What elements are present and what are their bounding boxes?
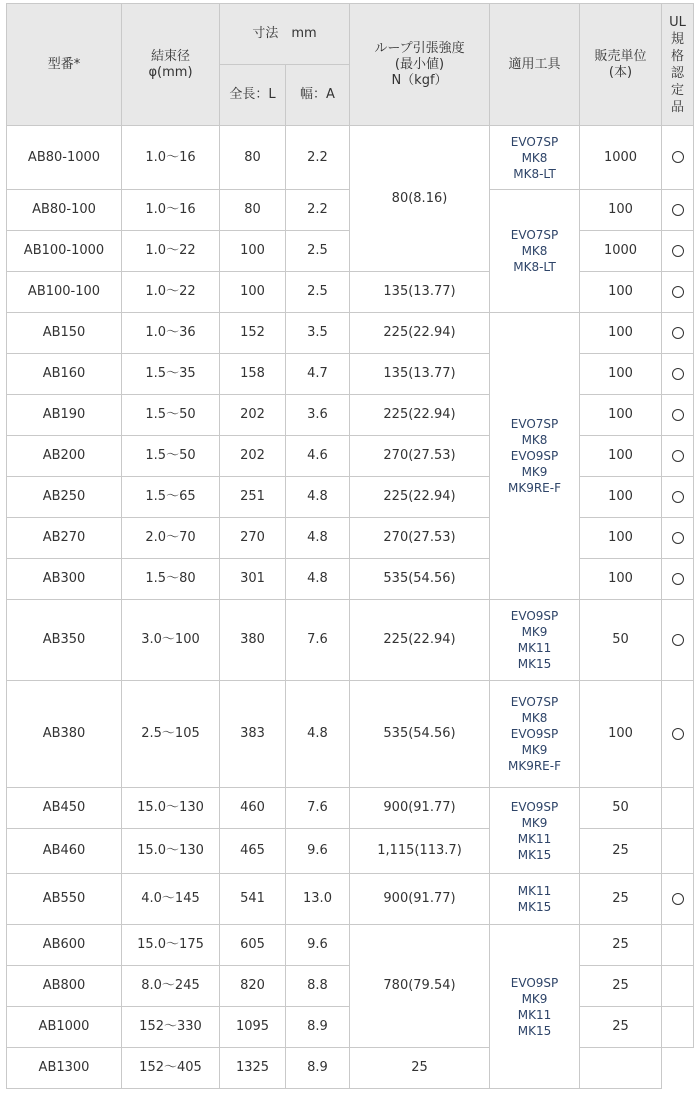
length-cell: 270 <box>220 518 286 559</box>
length-cell: 383 <box>220 681 286 788</box>
table-row <box>7 477 694 518</box>
tool-name: EVO7SP <box>510 134 559 149</box>
bundle-diameter-cell: 15.0～130 <box>122 829 220 874</box>
sales-unit-cell: 1000 <box>580 231 662 272</box>
model-cell: AB1000 <box>7 1007 122 1048</box>
loop-strength-cell: 780(79.54) <box>350 925 490 1048</box>
table-row <box>7 874 694 925</box>
ul-certified-mark-icon <box>672 491 684 503</box>
ul-certified-cell <box>662 313 694 354</box>
bundle-diameter-cell: 15.0～175 <box>122 925 220 966</box>
model-cell: AB300 <box>7 559 122 600</box>
ul-certified-mark-icon <box>672 450 684 462</box>
sales-unit-cell: 25 <box>580 966 662 1007</box>
length-cell: 202 <box>220 395 286 436</box>
loop-strength-cell: 80(8.16) <box>350 126 490 272</box>
ul-certified-mark-icon <box>672 151 684 163</box>
tool-name: EVO9SP <box>510 449 559 463</box>
sales-unit-cell: 100 <box>580 436 662 477</box>
sales-unit-cell: 100 <box>580 272 662 313</box>
ul-certified-cell <box>662 477 694 518</box>
tool-name: MK9 <box>521 815 548 830</box>
tool-name: MK11 <box>517 884 552 898</box>
ul-certified-cell <box>662 829 694 874</box>
bundle-diameter-cell: 1.5～50 <box>122 395 220 436</box>
model-cell: AB150 <box>7 313 122 354</box>
model-cell: AB800 <box>7 966 122 1007</box>
bundle-diameter-cell: 1.5～80 <box>122 559 220 600</box>
tool-name: EVO9SP <box>510 975 559 990</box>
bundle-diameter-cell: 152～405 <box>122 1048 220 1089</box>
tool-name: MK9 <box>521 465 548 479</box>
ul-certified-cell <box>662 395 694 436</box>
tool-name: MK15 <box>517 657 552 671</box>
width-cell: 7.6 <box>286 600 350 681</box>
tool-name: EVO9SP <box>510 609 559 623</box>
ul-certified-cell <box>662 190 694 231</box>
header-bundle-diameter: 結束径 φ(mm) <box>122 4 220 126</box>
width-cell: 7.6 <box>286 788 350 829</box>
model-cell: AB350 <box>7 600 122 681</box>
product-spec-table <box>6 3 694 1089</box>
length-cell: 465 <box>220 829 286 874</box>
width-cell: 4.8 <box>286 559 350 600</box>
header-ul-certified: UL 規 格 認 定 品 <box>662 4 694 126</box>
length-cell: 251 <box>220 477 286 518</box>
tool-name: MK8 <box>521 711 548 725</box>
table-row <box>7 925 694 966</box>
loop-strength-cell: 135(13.77) <box>350 272 490 313</box>
tool-name: MK8 <box>521 150 548 165</box>
ul-certified-mark-icon <box>672 245 684 257</box>
table-row <box>7 354 694 395</box>
length-cell: 80 <box>220 126 286 190</box>
width-cell: 9.6 <box>286 925 350 966</box>
length-cell: 100 <box>220 272 286 313</box>
tool-name: MK9RE-F <box>507 759 561 773</box>
ul-certified-cell <box>662 126 694 190</box>
ul-certified-cell <box>580 1048 662 1089</box>
loop-strength-cell: 225(22.94) <box>350 395 490 436</box>
model-cell: AB450 <box>7 788 122 829</box>
header-sales-unit: 販売単位 (本) <box>580 4 662 126</box>
header-model: 型番* <box>7 4 122 126</box>
header-dimensions: 寸法 mm <box>220 4 350 65</box>
tool-name: EVO9SP <box>510 799 559 814</box>
loop-strength-cell: 900(91.77) <box>350 874 490 925</box>
model-cell: AB80-1000 <box>7 126 122 190</box>
sales-unit-cell: 50 <box>580 788 662 829</box>
sales-unit-cell: 100 <box>580 681 662 788</box>
ul-certified-mark-icon <box>672 893 684 905</box>
length-cell: 460 <box>220 788 286 829</box>
loop-strength-cell: 900(91.77) <box>350 788 490 829</box>
width-cell: 2.5 <box>286 231 350 272</box>
tool-name: MK11 <box>517 1007 552 1022</box>
sales-unit-cell: 1000 <box>580 126 662 190</box>
header-tool: 適用工具 <box>490 4 580 126</box>
loop-strength-cell: 225(22.94) <box>350 477 490 518</box>
tool-cell <box>490 788 580 874</box>
ul-certified-cell <box>662 788 694 829</box>
table-row <box>7 600 694 681</box>
bundle-diameter-cell: 1.5～50 <box>122 436 220 477</box>
model-cell: AB380 <box>7 681 122 788</box>
tool-cell <box>490 874 580 925</box>
length-cell: 152 <box>220 313 286 354</box>
tool-name: MK9 <box>521 991 548 1006</box>
width-cell: 2.2 <box>286 190 350 231</box>
ul-certified-mark-icon <box>672 204 684 216</box>
header-width: 幅：A <box>286 65 350 126</box>
model-cell: AB550 <box>7 874 122 925</box>
length-cell: 301 <box>220 559 286 600</box>
width-cell: 2.2 <box>286 126 350 190</box>
sales-unit-cell: 100 <box>580 559 662 600</box>
length-cell: 100 <box>220 231 286 272</box>
tool-name: MK8-LT <box>513 166 556 181</box>
model-cell: AB200 <box>7 436 122 477</box>
tool-cell <box>490 600 580 681</box>
sales-unit-cell: 25 <box>580 925 662 966</box>
loop-strength-cell: 225(22.94) <box>350 600 490 681</box>
model-cell: AB100-100 <box>7 272 122 313</box>
tool-name: MK9 <box>521 625 548 639</box>
tool-name: MK8 <box>521 433 548 447</box>
table-body <box>7 126 694 1089</box>
width-cell: 8.9 <box>286 1048 350 1089</box>
ul-certified-mark-icon <box>672 532 684 544</box>
width-cell: 4.8 <box>286 518 350 559</box>
ul-certified-mark-icon <box>672 327 684 339</box>
table-row <box>7 313 694 354</box>
tool-cell <box>490 190 580 313</box>
ul-certified-cell <box>662 436 694 477</box>
bundle-diameter-cell: 1.0～16 <box>122 126 220 190</box>
table-row <box>7 788 694 829</box>
sales-unit-cell: 25 <box>580 1007 662 1048</box>
length-cell: 380 <box>220 600 286 681</box>
ul-certified-cell <box>662 272 694 313</box>
model-cell: AB1300 <box>7 1048 122 1089</box>
bundle-diameter-cell: 1.0～22 <box>122 272 220 313</box>
tool-name: MK11 <box>517 641 552 655</box>
sales-unit-cell: 100 <box>580 518 662 559</box>
table-row <box>7 436 694 477</box>
header-loop-strength: ループ引張強度 (最小値) N（kgf） <box>350 4 490 126</box>
ul-certified-cell <box>662 231 694 272</box>
tool-name: EVO7SP <box>510 695 559 709</box>
tool-name: MK9 <box>521 743 548 757</box>
model-cell: AB160 <box>7 354 122 395</box>
sales-unit-cell: 25 <box>350 1048 490 1089</box>
sales-unit-cell: 25 <box>580 829 662 874</box>
model-cell: AB250 <box>7 477 122 518</box>
sales-unit-cell: 25 <box>580 874 662 925</box>
tool-cell <box>490 925 580 1089</box>
bundle-diameter-cell: 8.0～245 <box>122 966 220 1007</box>
loop-strength-cell: 225(22.94) <box>350 313 490 354</box>
width-cell: 3.5 <box>286 313 350 354</box>
tool-cell <box>490 126 580 190</box>
model-cell: AB460 <box>7 829 122 874</box>
ul-certified-cell <box>662 559 694 600</box>
ul-certified-cell <box>662 874 694 925</box>
length-cell: 1325 <box>220 1048 286 1089</box>
ul-certified-cell <box>662 1007 694 1048</box>
width-cell: 4.6 <box>286 436 350 477</box>
tool-cell <box>490 313 580 600</box>
tool-name: MK15 <box>517 847 552 862</box>
sales-unit-cell: 100 <box>580 354 662 395</box>
model-cell: AB600 <box>7 925 122 966</box>
table-row <box>7 395 694 436</box>
width-cell: 2.5 <box>286 272 350 313</box>
ul-certified-cell <box>662 518 694 559</box>
table-row <box>7 559 694 600</box>
table-row <box>7 518 694 559</box>
table-row <box>7 681 694 788</box>
width-cell: 3.6 <box>286 395 350 436</box>
loop-strength-cell: 1,115(113.7) <box>350 829 490 874</box>
header-length: 全長：L <box>220 65 286 126</box>
width-cell: 8.9 <box>286 1007 350 1048</box>
bundle-diameter-cell: 2.0～70 <box>122 518 220 559</box>
bundle-diameter-cell: 3.0～100 <box>122 600 220 681</box>
ul-certified-cell <box>662 925 694 966</box>
tool-cell <box>490 681 580 788</box>
loop-strength-cell: 535(54.56) <box>350 681 490 788</box>
ul-certified-mark-icon <box>672 409 684 421</box>
ul-certified-cell <box>662 600 694 681</box>
ul-certified-cell <box>662 681 694 788</box>
tool-name: EVO7SP <box>510 417 559 431</box>
tool-name: MK11 <box>517 831 552 846</box>
sales-unit-cell: 50 <box>580 600 662 681</box>
bundle-diameter-cell: 1.0～16 <box>122 190 220 231</box>
loop-strength-cell: 135(13.77) <box>350 354 490 395</box>
bundle-diameter-cell: 152～330 <box>122 1007 220 1048</box>
ul-certified-cell <box>662 354 694 395</box>
length-cell: 1095 <box>220 1007 286 1048</box>
sales-unit-cell: 100 <box>580 190 662 231</box>
tool-name: MK15 <box>517 900 552 914</box>
width-cell: 4.7 <box>286 354 350 395</box>
tool-name: MK9RE-F <box>507 481 561 495</box>
length-cell: 202 <box>220 436 286 477</box>
table-row <box>7 1048 694 1089</box>
ul-certified-mark-icon <box>672 728 684 740</box>
ul-certified-mark-icon <box>672 368 684 380</box>
tool-name: MK8 <box>521 244 548 258</box>
width-cell: 8.8 <box>286 966 350 1007</box>
ul-certified-mark-icon <box>672 286 684 298</box>
width-cell: 9.6 <box>286 829 350 874</box>
table-row <box>7 272 694 313</box>
loop-strength-cell: 535(54.56) <box>350 559 490 600</box>
loop-strength-cell: 270(27.53) <box>350 436 490 477</box>
model-cell: AB100-1000 <box>7 231 122 272</box>
sales-unit-cell: 100 <box>580 395 662 436</box>
model-cell: AB80-100 <box>7 190 122 231</box>
ul-certified-mark-icon <box>672 573 684 585</box>
tool-name: MK15 <box>517 1023 552 1038</box>
bundle-diameter-cell: 1.5～65 <box>122 477 220 518</box>
bundle-diameter-cell: 15.0～130 <box>122 788 220 829</box>
tool-name: EVO9SP <box>510 727 559 741</box>
bundle-diameter-cell: 1.0～36 <box>122 313 220 354</box>
ul-certified-mark-icon <box>672 634 684 646</box>
bundle-diameter-cell: 1.5～35 <box>122 354 220 395</box>
length-cell: 820 <box>220 966 286 1007</box>
tool-name: MK8-LT <box>513 260 556 274</box>
length-cell: 80 <box>220 190 286 231</box>
ul-certified-cell <box>662 966 694 1007</box>
bundle-diameter-cell: 1.0～22 <box>122 231 220 272</box>
model-cell: AB190 <box>7 395 122 436</box>
length-cell: 541 <box>220 874 286 925</box>
length-cell: 605 <box>220 925 286 966</box>
table-row <box>7 126 694 190</box>
tool-name: EVO7SP <box>510 228 559 242</box>
length-cell: 158 <box>220 354 286 395</box>
width-cell: 4.8 <box>286 681 350 788</box>
width-cell: 13.0 <box>286 874 350 925</box>
sales-unit-cell: 100 <box>580 477 662 518</box>
bundle-diameter-cell: 2.5～105 <box>122 681 220 788</box>
sales-unit-cell: 100 <box>580 313 662 354</box>
model-cell: AB270 <box>7 518 122 559</box>
bundle-diameter-cell: 4.0～145 <box>122 874 220 925</box>
loop-strength-cell: 270(27.53) <box>350 518 490 559</box>
width-cell: 4.8 <box>286 477 350 518</box>
table-row <box>7 829 694 874</box>
